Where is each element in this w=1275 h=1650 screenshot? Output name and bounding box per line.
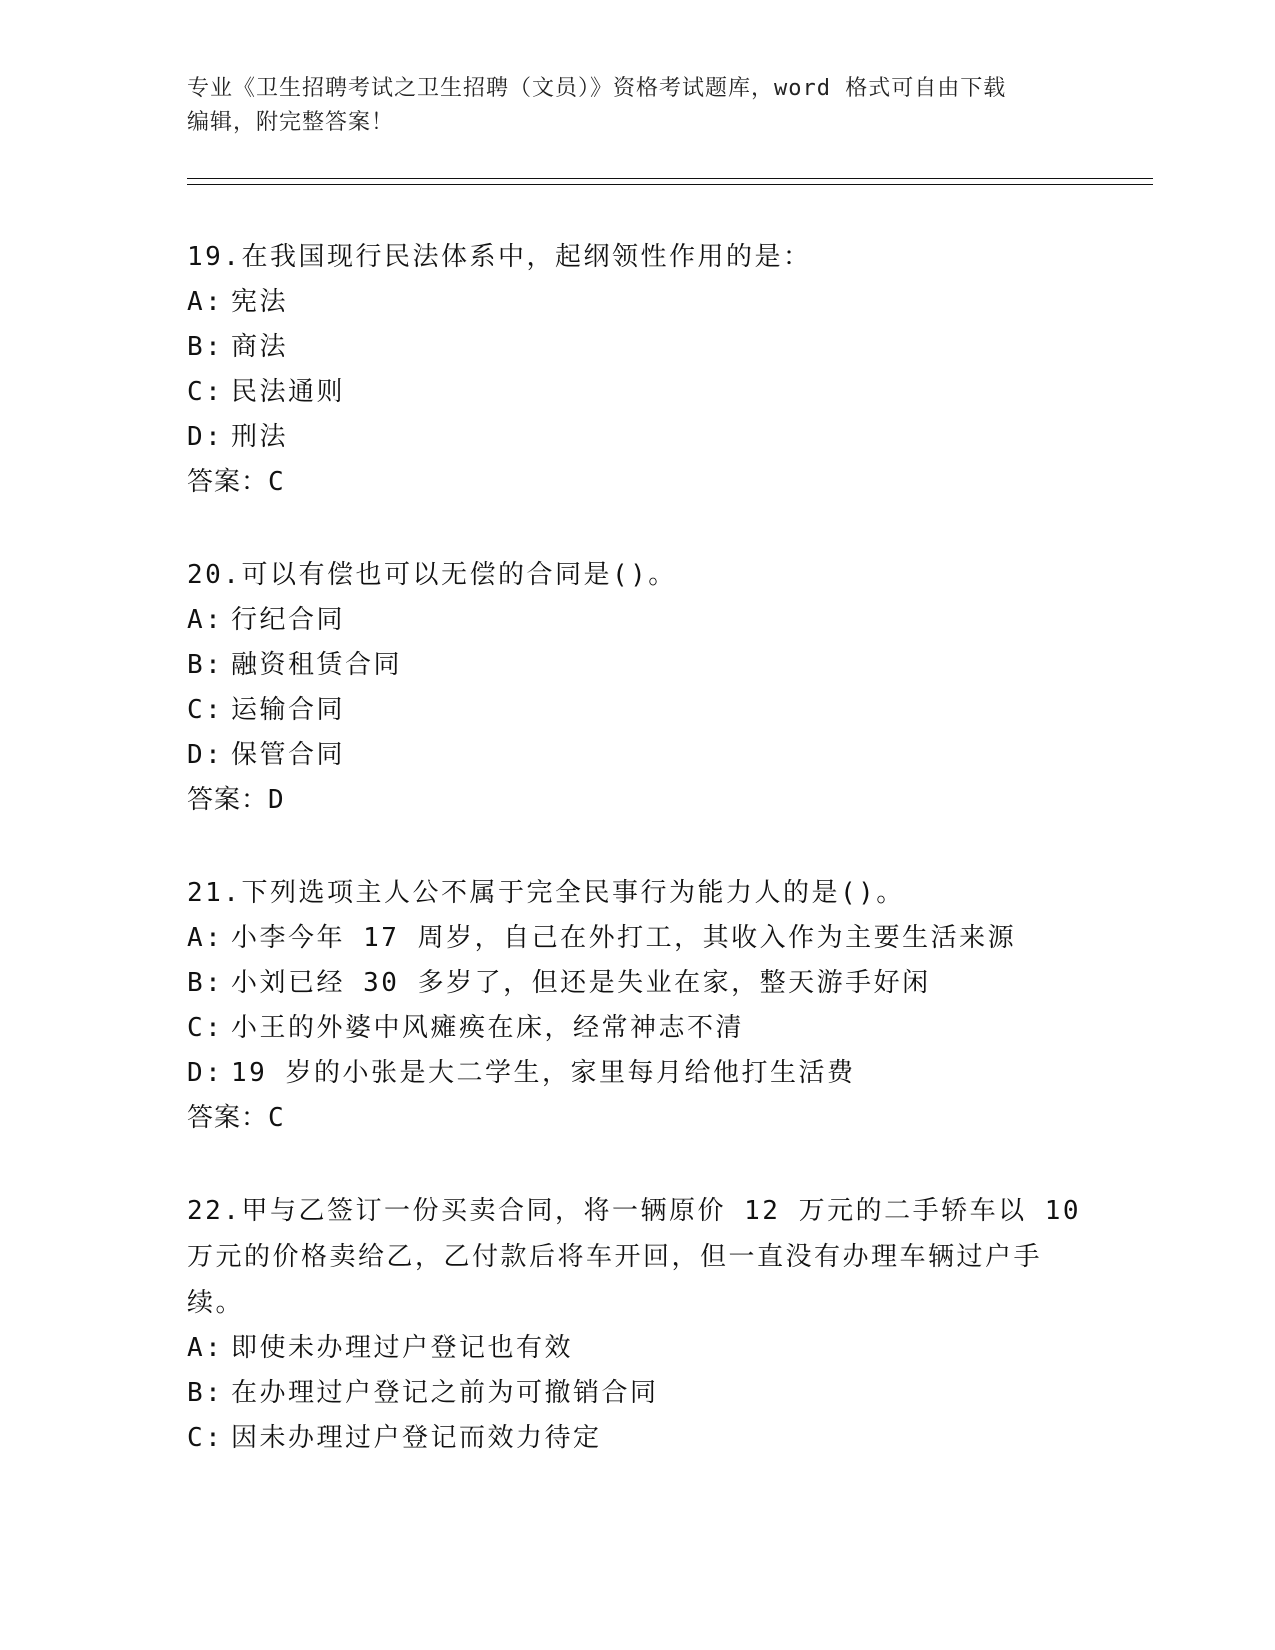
answer-value: C <box>268 467 285 497</box>
header-double-rule <box>187 178 1153 185</box>
option-text: 保管合同 <box>231 740 346 770</box>
option-text: 在办理过户登记之前为可撤销合同 <box>231 1378 659 1408</box>
answer-label: 答案： <box>187 467 269 497</box>
option-text: 宪法 <box>231 287 289 317</box>
option-text: 小刘已经 30 多岁了，但还是失业在家，整天游手好闲 <box>231 968 931 998</box>
option-key: A: <box>187 923 224 953</box>
option-b <box>187 643 1087 688</box>
question-stem: 21.下列选项主人公不属于完全民事行为能力人的是()。 <box>187 878 905 908</box>
option-text: 商法 <box>231 332 289 362</box>
option-key: C: <box>187 1013 224 1043</box>
option-a <box>187 916 1087 961</box>
option-c <box>187 688 1087 733</box>
option-a <box>187 1326 1087 1371</box>
answer-line <box>187 778 1087 823</box>
option-text: 行纪合同 <box>231 605 346 635</box>
answer-value: D <box>268 785 285 815</box>
option-key: C: <box>187 1423 224 1453</box>
document-header <box>187 72 1087 140</box>
option-key: A: <box>187 1333 224 1363</box>
header-line-1: 专业《卫生招聘考试之卫生招聘（文员）》资格考试题库，word 格式可自由下载 <box>187 76 1007 101</box>
option-text: 融资租赁合同 <box>231 650 403 680</box>
option-key: C: <box>187 695 224 725</box>
option-text: 19 岁的小张是大二学生，家里每月给他打生活费 <box>231 1058 856 1088</box>
option-text: 小李今年 17 周岁，自己在外打工，其收入作为主要生活来源 <box>231 923 1017 953</box>
question-list <box>187 234 1087 1508</box>
option-key: B: <box>187 650 224 680</box>
option-c <box>187 1006 1087 1051</box>
option-key: D: <box>187 740 224 770</box>
option-key: D: <box>187 422 224 452</box>
option-text: 小王的外婆中风瘫痪在床，经常神志不清 <box>231 1013 745 1043</box>
option-b <box>187 1371 1087 1416</box>
question-stem: 20.可以有偿也可以无偿的合同是()。 <box>187 560 677 590</box>
option-key: B: <box>187 968 224 998</box>
option-key: D: <box>187 1058 224 1088</box>
option-text: 因未办理过户登记而效力待定 <box>231 1423 602 1453</box>
answer-value: C <box>268 1103 285 1133</box>
option-c <box>187 1416 1087 1461</box>
answer-line <box>187 1096 1087 1141</box>
answer-label: 答案： <box>187 785 269 815</box>
option-text: 民法通则 <box>231 377 346 407</box>
option-text: 即使未办理过户登记也有效 <box>231 1333 574 1363</box>
option-text: 刑法 <box>231 422 289 452</box>
answer-line <box>187 460 1087 505</box>
question-19 <box>187 234 1087 505</box>
answer-label: 答案： <box>187 1103 269 1133</box>
option-a <box>187 280 1087 325</box>
question-21 <box>187 870 1087 1141</box>
option-a <box>187 598 1087 643</box>
option-b <box>187 961 1087 1006</box>
option-key: B: <box>187 332 224 362</box>
option-d <box>187 415 1087 460</box>
question-stem: 19.在我国现行民法体系中，起纲领性作用的是： <box>187 242 812 272</box>
option-text: 运输合同 <box>231 695 346 725</box>
question-20 <box>187 552 1087 823</box>
header-line-2: 编辑，附完整答案！ <box>187 110 395 135</box>
question-22 <box>187 1188 1087 1461</box>
option-d <box>187 1051 1087 1096</box>
option-c <box>187 370 1087 415</box>
option-d <box>187 733 1087 778</box>
option-key: A: <box>187 287 224 317</box>
option-b <box>187 325 1087 370</box>
option-key: B: <box>187 1378 224 1408</box>
option-key: C: <box>187 377 224 407</box>
question-stem: 22.甲与乙签订一份买卖合同，将一辆原价 12 万元的二手轿车以 10 万元的价格卖给乙，乙付款后将车开回，但一直没有办理车辆过户手续。 <box>187 1196 1082 1318</box>
option-key: A: <box>187 605 224 635</box>
